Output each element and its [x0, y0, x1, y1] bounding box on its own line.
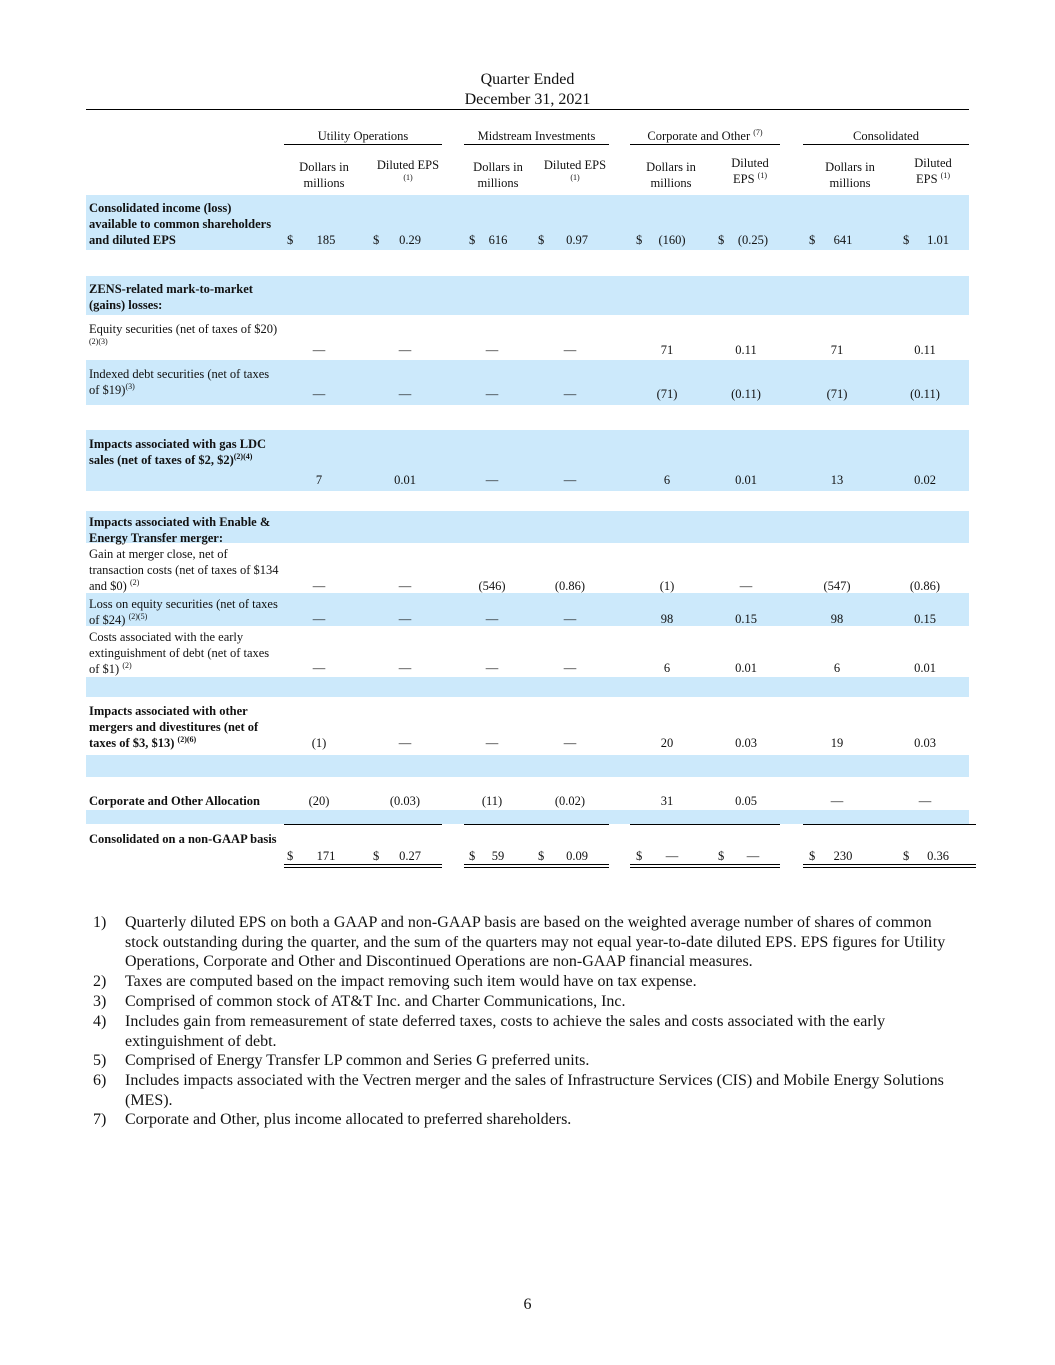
footnote: 7) Corporate and Other, plus income allocated to preferred shareholders. [93, 1111, 572, 1128]
currency-sign: $ [636, 233, 643, 247]
currency-sign: $ [469, 849, 476, 863]
row-cell: — [312, 387, 326, 401]
row-cell: 616 [488, 233, 508, 247]
row-cell: (71) [656, 387, 678, 401]
subhead-dollars: Dollars in millions [825, 160, 875, 190]
total-rule [803, 864, 976, 865]
section-heading: Impacts associated with Enable & Energy Transfer merger: [89, 515, 271, 545]
group-consolidated: Consolidated [853, 129, 919, 143]
total-rule [803, 867, 976, 868]
row-cell: 185 [316, 233, 336, 247]
subhead-diluted-eps: Diluted EPS $^{(1)}$ [543, 158, 607, 182]
row-cell: (546) [478, 579, 506, 593]
row-cell: 0.03 [914, 736, 936, 750]
row-cell: (0.86) [554, 579, 586, 593]
row-cell: — [563, 661, 577, 675]
row-cell: 0.15 [914, 612, 936, 626]
row-cell: 7 [315, 473, 323, 487]
header-quarter-ended: Quarter Ended [480, 71, 575, 88]
row-cell: — [398, 579, 412, 593]
row-cell: — [398, 661, 412, 675]
row-cell: 0.09 [566, 849, 588, 863]
row-label: Indexed debt securities (net of taxes of $19)$^{(3)}$ [89, 367, 270, 397]
row-label: Corporate and Other Allocation [89, 794, 260, 808]
row-cell: — [312, 343, 326, 357]
group-rule [464, 144, 609, 145]
row-label: Consolidated on a non-GAAP basis [89, 832, 277, 846]
total-rule [464, 864, 609, 865]
row-cell: — [312, 661, 326, 675]
subtotal-rule [284, 824, 442, 825]
row-cell: (0.25) [737, 233, 769, 247]
row-cell: — [665, 849, 679, 863]
row-cell: 13 [830, 473, 844, 487]
row-cell: — [485, 387, 499, 401]
row-cell: 0.29 [399, 233, 421, 247]
currency-sign: $ [718, 233, 725, 247]
row-cell: (547) [823, 579, 851, 593]
subhead-dollars: Dollars in millions [473, 160, 523, 190]
page-number: 6 [523, 1296, 532, 1313]
row-cell: 641 [833, 233, 853, 247]
row-cell: 0.97 [566, 233, 588, 247]
row-label: Impacts associated with other mergers and divestitures (net of taxes of $3, $13) $^{(2)(6)}$ [89, 704, 259, 750]
subhead-diluted-eps: Diluted EPS $^{(1)}$ [376, 158, 440, 182]
currency-sign: $ [903, 849, 910, 863]
subtotal-rule [464, 824, 609, 825]
row-cell: — [398, 612, 412, 626]
currency-sign: $ [718, 849, 725, 863]
total-rule [284, 867, 442, 868]
row-cell: — [563, 387, 577, 401]
row-label: Equity securities (net of taxes of $20) $^{(2)(3)}$ [89, 322, 278, 346]
row-cell: (0.86) [909, 579, 941, 593]
row-cell: (11) [481, 794, 503, 808]
row-cell: — [563, 343, 577, 357]
section-heading: ZENS-related mark-to-market (gains) losses: [89, 282, 253, 312]
row-label: Consolidated income (loss) available to common shareholders and diluted EPS [89, 201, 272, 247]
row-cell: 6 [833, 661, 841, 675]
header-date: December 31, 2021 [464, 91, 591, 108]
subhead-dollars: Dollars in millions [299, 160, 349, 190]
row-cell: (0.02) [554, 794, 586, 808]
row-cell: 171 [316, 849, 336, 863]
subhead-diluted-eps: Diluted EPS $^{(1)}$ [731, 156, 769, 186]
row-cell: — [398, 343, 412, 357]
row-cell: (1) [659, 579, 675, 593]
row-cell: (0.03) [389, 794, 421, 808]
row-cell: — [485, 736, 499, 750]
currency-sign: $ [373, 233, 380, 247]
row-cell: 0.01 [394, 473, 416, 487]
row-cell: — [485, 473, 499, 487]
row-cell: — [485, 343, 499, 357]
row-cell: 0.01 [735, 473, 757, 487]
row-cell: 98 [660, 612, 674, 626]
row-cell: 0.05 [735, 794, 757, 808]
row-cell: 19 [830, 736, 844, 750]
row-label: Gain at merger close, net of transaction costs (net of taxes of $134 and $0) $^{(2)}$ [89, 547, 279, 593]
currency-sign: $ [373, 849, 380, 863]
footnote: 1) Quarterly diluted EPS on both a GAAP and non-GAAP basis are based on the weighted average number of shares of common stock outstanding during the quarter, and the sum of the quarters may not equal year-to-date diluted EPS. EPS figures for Utility Operations, Corporate and Other and Discontinued Operations are non-GAAP financial measures. [93, 914, 946, 970]
row-cell: 0.03 [735, 736, 757, 750]
subtotal-rule [803, 824, 976, 825]
row-cell: (0.11) [910, 387, 940, 401]
footnote: 6) Includes impacts associated with the Vectren merger and the sales of Infrastructure Services (CIS) and Mobile Energy Solutions (MES). [93, 1072, 944, 1109]
row-cell: (1) [311, 736, 327, 750]
row-cell: 0.02 [914, 473, 936, 487]
row-cell: — [398, 387, 412, 401]
row-cell: — [563, 736, 577, 750]
row-cell: (71) [826, 387, 848, 401]
row-cell: 0.01 [735, 661, 757, 675]
row-cell: — [563, 612, 577, 626]
row-cell: 0.27 [399, 849, 421, 863]
row-cell: 0.01 [914, 661, 936, 675]
total-rule [464, 867, 609, 868]
row-cell: — [485, 612, 499, 626]
row-cell: — [746, 849, 760, 863]
footnote: 4) Includes gain from remeasurement of state deferred taxes, costs to achieve the sales and costs associated with the early extinguishment of debt. [93, 1013, 886, 1050]
group-rule [630, 144, 780, 145]
row-cell: 59 [491, 849, 505, 863]
row-cell: — [312, 579, 326, 593]
footnote: 5) Comprised of Energy Transfer LP common and Series G preferred units. [93, 1052, 590, 1069]
group-rule [284, 144, 442, 145]
currency-sign: $ [469, 233, 476, 247]
footnote: 3) Comprised of common stock of AT&T Inc. and Charter Communications, Inc. [93, 993, 626, 1010]
row-cell: — [739, 579, 753, 593]
row-cell: 71 [660, 343, 674, 357]
row-cell: — [312, 612, 326, 626]
row-cell: 1.01 [927, 233, 949, 247]
row-label: Costs associated with the early extinguishment of debt (net of taxes of $1) $^{(2)}$ [89, 630, 270, 676]
total-rule [284, 864, 442, 865]
total-rule [630, 867, 780, 868]
row-cell: 6 [663, 661, 671, 675]
header-rule [86, 109, 969, 110]
row-cell: 0.11 [914, 343, 936, 357]
row-cell: (160) [658, 233, 686, 247]
row-cell: — [830, 794, 844, 808]
footnote: 2) Taxes are computed based on the impact removing such item would have on tax expense. [93, 973, 697, 990]
group-utility-operations: Utility Operations [317, 129, 409, 143]
row-cell: — [563, 473, 577, 487]
row-cell: 230 [833, 849, 853, 863]
row-cell: (0.11) [731, 387, 761, 401]
currency-sign: $ [636, 849, 643, 863]
subhead-diluted-eps: Diluted EPS $^{(1)}$ [914, 156, 952, 186]
band [86, 755, 969, 777]
row-cell: 0.15 [735, 612, 757, 626]
group-midstream-investments: Midstream Investments [477, 129, 596, 143]
row-cell: 98 [830, 612, 844, 626]
currency-sign: $ [809, 233, 816, 247]
currency-sign: $ [287, 849, 294, 863]
currency-sign: $ [809, 849, 816, 863]
currency-sign: $ [538, 849, 545, 863]
row-label: Loss on equity securities (net of taxes of $24) $^{(2)(5)}$ [89, 597, 278, 627]
row-cell: 0.36 [927, 849, 949, 863]
currency-sign: $ [287, 233, 294, 247]
group-rule [803, 144, 969, 145]
row-cell: 71 [830, 343, 844, 357]
total-rule [630, 864, 780, 865]
row-cell: — [918, 794, 932, 808]
row-cell: 6 [663, 473, 671, 487]
row-cell: — [485, 661, 499, 675]
band [86, 677, 969, 697]
row-cell: (20) [308, 794, 330, 808]
row-label: Impacts associated with gas LDC sales (net of taxes of $2, $2)$^{(2)(4)}$ [89, 437, 267, 467]
subhead-dollars: Dollars in millions [646, 160, 696, 190]
row-cell: — [398, 736, 412, 750]
band [86, 810, 969, 824]
group-corporate-and-other: Corporate and Other $^{(7)}$ [647, 127, 763, 143]
currency-sign: $ [538, 233, 545, 247]
row-cell: 0.11 [735, 343, 757, 357]
currency-sign: $ [903, 233, 910, 247]
subtotal-rule [630, 824, 780, 825]
row-cell: 31 [660, 794, 674, 808]
row-cell: 20 [660, 736, 674, 750]
